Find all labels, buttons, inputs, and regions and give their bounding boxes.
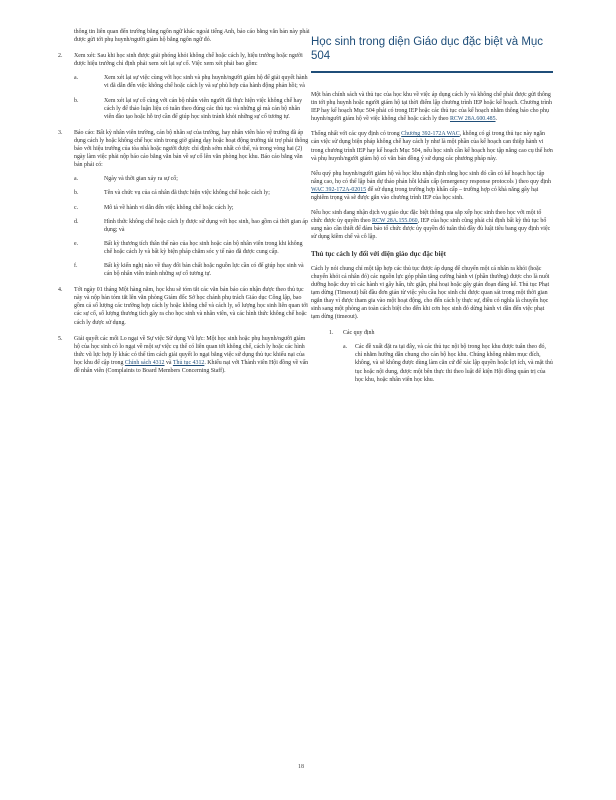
list-subitem-1a xyxy=(311,343,553,383)
list-subitem-2a xyxy=(58,74,310,90)
subitem-letter: f. xyxy=(74,262,78,269)
item-number: 1. xyxy=(329,330,334,337)
subitem-text: Hình thức không chế hoặc cách ly được sử dụng với học sinh, bao gồm cả thời gian áp dụng; và xyxy=(104,218,308,233)
list-item-5 xyxy=(58,335,310,375)
paragraph-text: để sử dụng trong trường hợp khẩn cấp – trường hợp có khả năng gây hại nghiêm trọng và sẽ được gắn vào chương trình IEP của học sinh. xyxy=(311,186,539,202)
item-text-part: . Khiếu nại với Thành viên Hội đồng về vấn đề nhân viên (Complaints to Board Members Concerning Staff). xyxy=(74,359,309,374)
list-subitem-3a xyxy=(58,175,310,183)
list-subitem-3e xyxy=(58,240,310,256)
paragraph-text: , IEP của học sinh cũng phải chỉ định bất kỳ thủ tục bổ sung nào cần thiết để đảm bảo tổ chức được ủy quyền đó tuân thủ đầy đủ luật tiêu bang quy định việc sử dụng kiềm chế và cô lập. xyxy=(311,218,551,241)
page-number: 18 xyxy=(298,764,304,770)
item-number: 2. xyxy=(58,53,63,60)
subitem-text: Xem xét lại sự việc cùng với học sinh và phụ huynh/người giám hộ để giải quyết hành vi đã dẫn đến việc không chế hoặc cách ly và sự phù hợp của hành động phản hồi; và xyxy=(104,75,308,90)
item-text-part: và xyxy=(165,359,172,366)
rcw-28a-155-060-link[interactable]: RCW 28A.155.060 xyxy=(372,218,418,225)
subitem-letter: a. xyxy=(74,75,79,82)
item-text: Xem xét: Sau khi học sinh được giải phóng khỏi không chế hoặc cách ly, hiệu trưởng hoặc người được hiệu trưởng chỉ định phải xem xét lại sự cố. Việc xem xét phải bao gồm: xyxy=(74,53,303,68)
item-number: 3. xyxy=(58,129,63,136)
subitem-text: Ngày và thời gian xảy ra sự cố; xyxy=(104,176,178,183)
section-title: Học sinh trong diện Giáo dục đặc biệt và Mục 504 xyxy=(311,36,553,73)
subitem-letter: e. xyxy=(74,240,79,247)
subitem-text: Tên và chức vụ của cá nhân đã thực hiện việc không chế hoặc cách ly; xyxy=(104,190,270,197)
subitem-text: Xem xét lại sự cố cùng với cán bộ nhân viên người đã thực hiện việc không chế hay cách ly để thảo luận liệu có tuân theo đúng các thủ tục và những gì mà cán bộ nhân viên đào tạo hoặc hỗ trợ cần để giúp học sinh tránh khỏi những sự cố tương tự. xyxy=(104,97,303,120)
subitem-text: Mô tả về hành vi dẫn đến việc không chế hoặc cách ly; xyxy=(104,204,234,211)
subitem-letter: d. xyxy=(74,218,79,225)
list-subitem-3d xyxy=(58,218,310,234)
paragraph-5: Cách ly nói chung chỉ một tập hợp các thủ tục được áp dụng để chuyển một cá nhân ra khỏi (hoặc chuyển khỏi cá nhân đó) các nguồn lực góp phần tăng cường hành vi (phần thưởng) được cho là nuôi dưỡng hoặc duy trì các hành vi gây hấn, tức giận, phá hoại hoặc gây gián đoạn đáng kể. Thủ tục Phạt tạm dừng (Timeout) bất đầu đơn giản từ việc yêu cầu học sinh chỉ được quan sát trong một thời gian ngắn thay vì được tham gia vào một hoạt động, cho đến cách ly thực sự, điều có nghĩa là chuyển học sinh sang một phòng an toàn cách biệt cho đến khi cơn học sinh đó dừng hành vi dẫn đến việc phạt tạm dừng (timeout). xyxy=(311,265,550,321)
item-number: 4. xyxy=(58,287,63,294)
paragraph-text: , không có gì trong thủ tục này ngăn cản việc sử dụng biện pháp không chế hay cách ly như là một phần của kế hoạch can thiệp hành vi trong chương trình IEP hay kế hoạch Mục 504, nếu học sinh cần kế hoạch học tập năng cao cụ thể hơn và phụ huynh/người giám hộ có văn bản đồng ý sử dụng các phương pháp này. xyxy=(311,131,553,162)
list-subitem-3c xyxy=(58,204,310,212)
subitem-text: Các đề xuất đặt ra tại đây, và các thủ tục nội bộ trong học khu được tuân theo đó, chỉ nhằm hướng dẫn chung cho cán bộ học khu. Chúng không nhằm mục đích, không, và sẽ không được dùng làm căn cứ để xác lập quyền hoặc lợi ích, và mặt thủ tục hoặc nội dung, được một bên thực thi theo luật để kiện Hội đồng quản trị của học khu, hoặc nhân viên học khu. xyxy=(355,344,553,383)
subitem-text: Bất kỳ kiến nghị nào về thay đổi bản chất hoặc nguồn lực cần có để giúp học sinh và cán bộ nhân viên tránh những sự cố tương tự. xyxy=(104,262,304,278)
subitem-text: Bất kỳ thương tích thân thể nào của học sinh hoặc cán bộ nhân viên trong khi không chế hoặc cách ly và bất kỳ biện pháp chăm sóc y tế nào đã được cung cấp. xyxy=(104,240,303,255)
paragraph-3 xyxy=(311,170,553,202)
list-item-2 xyxy=(58,52,310,68)
intro-continuation: thông tin liên quan đến trường bằng ngôn ngữ khác ngoài tiếng Anh, bảo cáo bằng văn bản này phải được gửi tới phụ huynh/người giám hộ bằng ngôn ngữ đó. xyxy=(74,29,310,44)
paragraph-4 xyxy=(311,209,553,241)
item-text: Báo cáo: Bất kỳ nhân viên trường, cán bộ nhân sự của trường, hay nhân viên bảo vệ trường đã áp dụng cách ly hoặc không chế học sinh trong giờ giảng dạy hoặc hoạt động trường tài trợ phải thông báo với hiệu trưởng của tòa nhà hoặc người được chỉ định sớm nhất có thể, và trong vòng hai (2) ngày làm việc phải nộp báo cáo bằng văn bản về sự cố lên văn phòng học khu. Báo cáo bằng văn bản phải có: xyxy=(74,129,309,169)
procedure-4312-link[interactable]: Thủ tục 4312 xyxy=(172,359,205,366)
subitem-letter: a. xyxy=(343,344,348,351)
item-text-part: Giải quyết các mối Lo ngại về Sự việc Sử dụng Vũ lực: Một học sinh hoặc phụ huynh/người giám hộ của học sinh có lo ngại về một sự việc cụ thể có liên quan tới không chế, cách ly hoặc các hình thức vũ lực hợp lý khác có thể tìm cách giải quyết lo ngại bằng việc sử dụng thủ tục khiếu nại của học khu để cập trong xyxy=(74,335,306,366)
item-text xyxy=(74,335,310,375)
list-subitem-3f xyxy=(58,262,310,278)
item-text: Tới ngày 01 tháng Một hàng năm, học khu sẽ tóm tắt các văn bản báo cáo nhận được theo thủ tục này và nộp bản tóm tắt lên văn phòng Giám đốc Sở học chánh phụ trách Giáo dục Công lập, bao gồm cả số lượng các trường hợp cách ly hoặc không chế và cách ly, số lượng học sinh liên quan tới các sự cố, số lượng thương tích gây ra cho học sinh và nhân viên, và các hình thức không chế hoặc cách ly được sử dụng. xyxy=(74,287,308,326)
list-item-4 xyxy=(58,286,310,326)
chapter-392-172a-wac-link[interactable]: Chương 392-172A WAC xyxy=(401,131,460,138)
subitem-letter: b. xyxy=(74,97,79,104)
rcw-28a-600-485-link[interactable]: RCW 28A.600.485 xyxy=(449,116,496,123)
item-title: Các quy định xyxy=(343,330,375,337)
subitem-letter: b. xyxy=(74,190,79,197)
subitem-letter: c. xyxy=(74,204,79,211)
paragraph-1 xyxy=(311,91,553,123)
policy-4312-link[interactable]: Chính sách 4312 xyxy=(124,359,165,366)
right-column xyxy=(311,28,553,384)
subitem-letter: a. xyxy=(74,176,79,183)
list-subitem-3b xyxy=(58,189,310,197)
list-item-1 xyxy=(311,329,553,337)
wac-392-172a-02015-link[interactable]: WAC 392-172A-02015 xyxy=(311,186,367,193)
subsection-heading: Thủ tục cách ly đối với diện giáo dục đặc biệt xyxy=(311,249,446,258)
paragraph-text: Nếu học sinh đang nhận dịch vụ giáo dục đặc biệt thông qua sắp xếp học sinh theo học với một tổ chức được ủy quyền theo xyxy=(311,210,542,225)
item-number: 5. xyxy=(58,335,63,342)
paragraph-text: Thống nhất với các quy định có trong xyxy=(311,131,400,138)
left-column xyxy=(58,28,310,375)
list-item-3 xyxy=(58,129,310,169)
paragraph-text: . xyxy=(495,116,498,123)
paragraph-text: Một bản chính sách và thủ tục của học khu về việc áp dụng cách ly và không chế phải được gửi thông tin tới phụ huynh hoặc người giám hộ tại thời điểm lập chương trình IEP hoặc kế hoạch. Chương trình IEP hay kế hoạch Mục 504 phải có trong IEP hoặc các thủ tục của kế hoạch nhằm thông báo cho phụ huynh/người giám hộ về việc không chế hoặc cách ly theo xyxy=(311,92,552,123)
list-subitem-2b xyxy=(58,97,310,121)
paragraph-2 xyxy=(311,130,553,162)
paragraph-text: Nếu quý phụ huynh/người giám hộ và học khu nhận định rằng học sinh đó cần có kế hoạch học tập nâng cao, họ có thể lập bản dự thảo phản hồi khẩn cấp (emergency response protocols ) theo quy định xyxy=(311,170,551,185)
